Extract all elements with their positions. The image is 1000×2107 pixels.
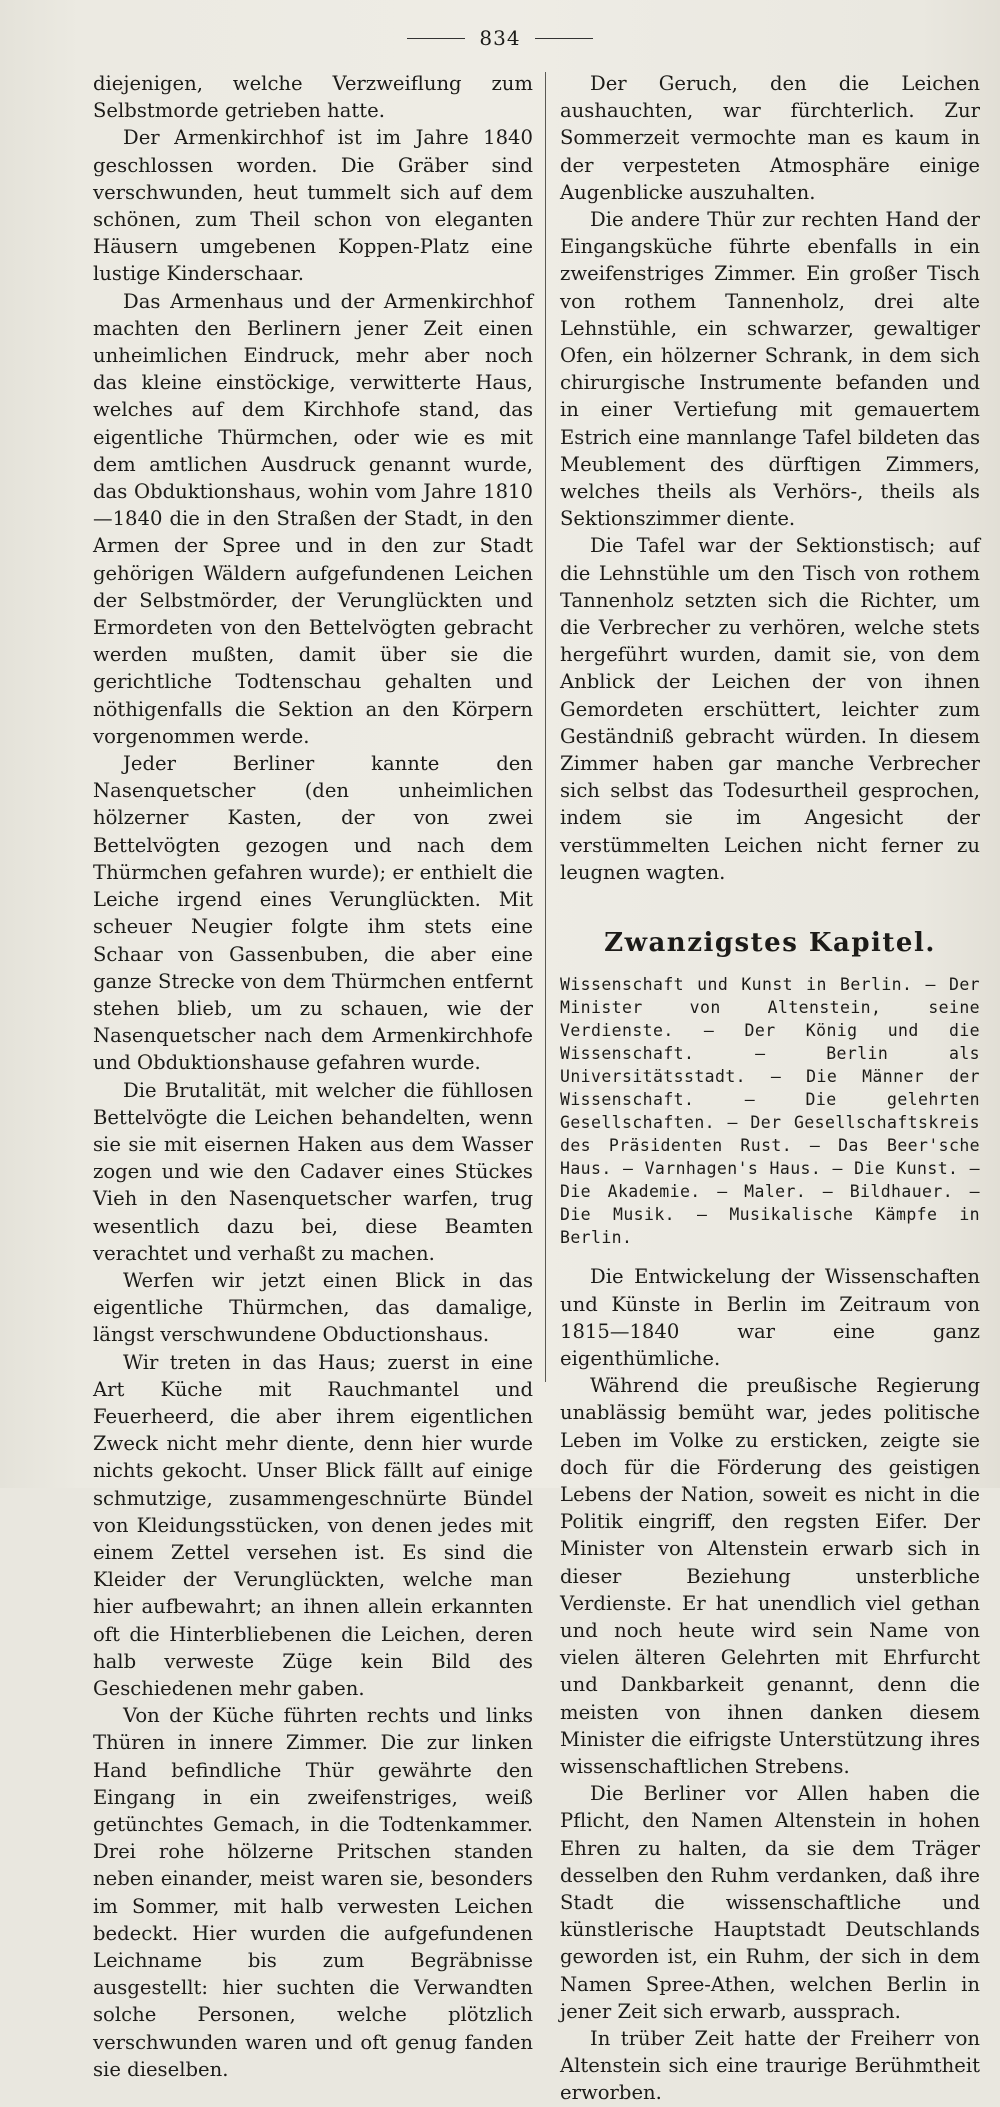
- paragraph: Die andere Thür zur rechten Hand der Eingangsküche führte ebenfalls in ein zweifenstriges Zimmer. Ein großer Tisch von rothem Tannenholz, drei alte Lehnstühle, ein schwarzer, gewaltiger Ofen, ein hölzerner Schrank, in dem sich chirurgische Instrumente befanden und in einer Vertiefung mit gemauertem Estrich eine mannlange Tafel bildeten das Meublement des dürftigen Zimmers, welches theils als Verhörs-, theils als Sektionszimmer diente.: [560, 208, 980, 531]
- paragraph: In trüber Zeit hatte der Freiherr von Altenstein sich eine traurige Berühmtheit erworben.: [560, 2026, 980, 2105]
- paragraph: diejenigen, welche Verzweiflung zum Selbstmorde getrieben hatte.: [93, 72, 533, 123]
- paragraph: Von der Küche führten rechts und links Thüren in innere Zimmer. Die zur linken Hand befindliche Thür gewährte den Eingang in ein zweifenstriges, weiß getünchtes Gemach, in die Todtenkammer. Drei rohe hölzerne Pritschen standen neben einander, meist waren sie, besonders im Sommer, mit halb verwesten Leichen bedeckt. Hier wurden die aufgefundenen Leichname bis zum Begräbnisse ausgestellt: hier suchten die Verwandten solche Personen, welche plötzlich verschwunden waren und oft genug fanden sie dieselben.: [93, 1704, 533, 2081]
- paragraph: Die Berliner vor Allen haben die Pflicht, den Namen Altenstein in hohen Ehren zu halten, da sie dem Träger desselben den Ruhm verdanken, daß ihre Stadt die wissenschaftliche und künstlerische Hauptstadt Deutschlands geworden ist, ein Ruhm, der sich in dem Namen Spree-Athen, welchen Berlin in jener Zeit sich erwarb, aussprach.: [560, 1782, 980, 2023]
- paragraph: Jeder Berliner kannte den Nasenquetscher (den unheimlichen hölzerner Kasten, der von zwei Bettelvögten gezogen und nach dem Thürmchen gefahren wurde); er enthielt die Leiche irgend eines Verunglückten. Mit scheuer Neugier folgte ihm stets eine Schaar von Gassenbuben, die aber eine ganze Strecke von dem Thürmchen entfernt stehen blieb, um zu schauen, wie der Nasenquetscher nach dem Armenkirchhofe und Obduktionshause gefahren wurde.: [93, 752, 533, 1075]
- page-header: [0, 26, 1000, 50]
- chapter-title: Zwanzigstes Kapitel.: [604, 928, 936, 959]
- right-column: [560, 70, 980, 2107]
- header-rule-left: [407, 38, 465, 39]
- paragraph: Das Armenhaus und der Armenkirchhof machten den Berlinern jener Zeit einen unheimlichen Eindruck, mehr aber noch das kleine einstöckige, verwitterte Haus, welches auf dem Kirchhofe stand, das eigentliche Thürmchen, oder wie es mit dem amtlichen Ausdruck genannt wurde, das Obduktionshaus, wohin vom Jahre 1810—1840 die in den Straßen der Stadt, in den Armen der Spree und in den zur Stadt gehörigen Wäldern aufgefundenen Leichen der Selbstmörder, der Verunglückten und Ermordeten von den Bettelvögten gebracht werden mußten, damit über sie die gerichtliche Todtenschau gehalten und nöthigenfalls die Sektion an den Körpern vorgenommen werde.: [93, 289, 533, 748]
- column-divider: [545, 72, 546, 1382]
- paragraph: Die Brutalität, mit welcher die fühllosen Bettelvögte die Leichen behandelten, wenn sie sie mit eisernen Haken aus dem Wasser zogen und wie den Cadaver eines Stückes Vieh in den Nasenquetscher warfen, trug wesentlich dazu bei, diese Beamten verachtet und verhaßt zu machen.: [93, 1078, 533, 1265]
- paragraph: Während die preußische Regierung unablässig bemüht war, jedes politische Leben im Volke zu ersticken, zeigte sie doch für die Förderung des geistigen Lebens der Nation, soweit es nicht in die Politik eingriff, den regsten Eifer. Der Minister von Altenstein erwarb sich in dieser Beziehung unsterbliche Verdienste. Er hat unendlich viel gethan und noch heute wird sein Name von vielen älteren Gelehrten mit Ehrfurcht und Dankbarkeit genannt, denn die meisten von ihnen danken diesem Minister die eifrigste Unterstützung ihres wissenschaftlichen Strebens.: [560, 1374, 980, 1778]
- header-rule-right: [535, 38, 593, 39]
- paragraph: Die Entwickelung der Wissenschaften und Künste in Berlin im Zeitraum von 1815—1840 war eine ganz eigenthümliche.: [560, 1265, 980, 1370]
- paragraph: Der Armenkirchhof ist im Jahre 1840 geschlossen worden. Die Gräber sind verschwunden, heut tummelt sich auf dem schönen, zum Theil schon von eleganten Häusern umgebenen Koppen-Platz eine lustige Kinderschaar.: [93, 126, 533, 286]
- paragraph: Wir treten in das Haus; zuerst in eine Art Küche mit Rauchmantel und Feuerheerd, die aber ihrem eigentlichen Zweck nicht mehr diente, denn hier wurde nichts gekocht. Unser Blick fällt auf einige schmutzige, zusammengeschnürte Bündel von Kleidungsstücken, von denen jedes mit einem Zettel versehen ist. Es sind die Kleider der Verunglückten, welche man hier aufbewahrt; an ihnen allein erkannten oft die Hinterbliebenen die Leichen, deren halb verweste Züge kein Bild des Geschiedenen mehr gaben.: [93, 1350, 533, 1700]
- left-column: [93, 70, 533, 2083]
- chapter-summary: Wissenschaft und Kunst in Berlin. — Der Minister von Altenstein, seine Verdienste. — Der König und die Wissenschaft. — Berlin als Universitätsstadt. — Die Männer der Wissenschaft. — Die gelehrten Gesellschaften. — Der Gesellschaftskreis des Präsidenten Rust. — Das Beer'sche Haus. — Varnhagen's Haus. — Die Kunst. — Die Akademie. — Maler. — Bildhauer. — Die Musik. — Musikalische Kämpfe in Berlin.: [560, 975, 980, 1248]
- paragraph: Die Tafel war der Sektionstisch; auf die Lehnstühle um den Tisch von rothem Tannenholz setzten sich die Richter, um die Verbrecher zu verhören, welche stets hergeführt wurden, damit sie, von dem Anblick der Leichen der von ihnen Gemordeten erschüttert, leichter zum Geständniß gebracht würden. In diesem Zimmer haben gar manche Verbrecher sich selbst das Todesurtheil gesprochen, indem sie im Angesicht der verstümmelten Leichen nicht ferner zu leugnen wagten.: [560, 534, 980, 884]
- paragraph: Der Geruch, den die Leichen aushauchten, war fürchterlich. Zur Sommerzeit vermochte man es kaum in der verpesteten Atmosphäre einige Augenblicke auszuhalten.: [560, 72, 980, 204]
- paragraph: Werfen wir jetzt einen Blick in das eigentliche Thürmchen, das damalige, längst verschwundene Obductionshaus.: [93, 1268, 533, 1347]
- page-number: 834: [479, 26, 521, 50]
